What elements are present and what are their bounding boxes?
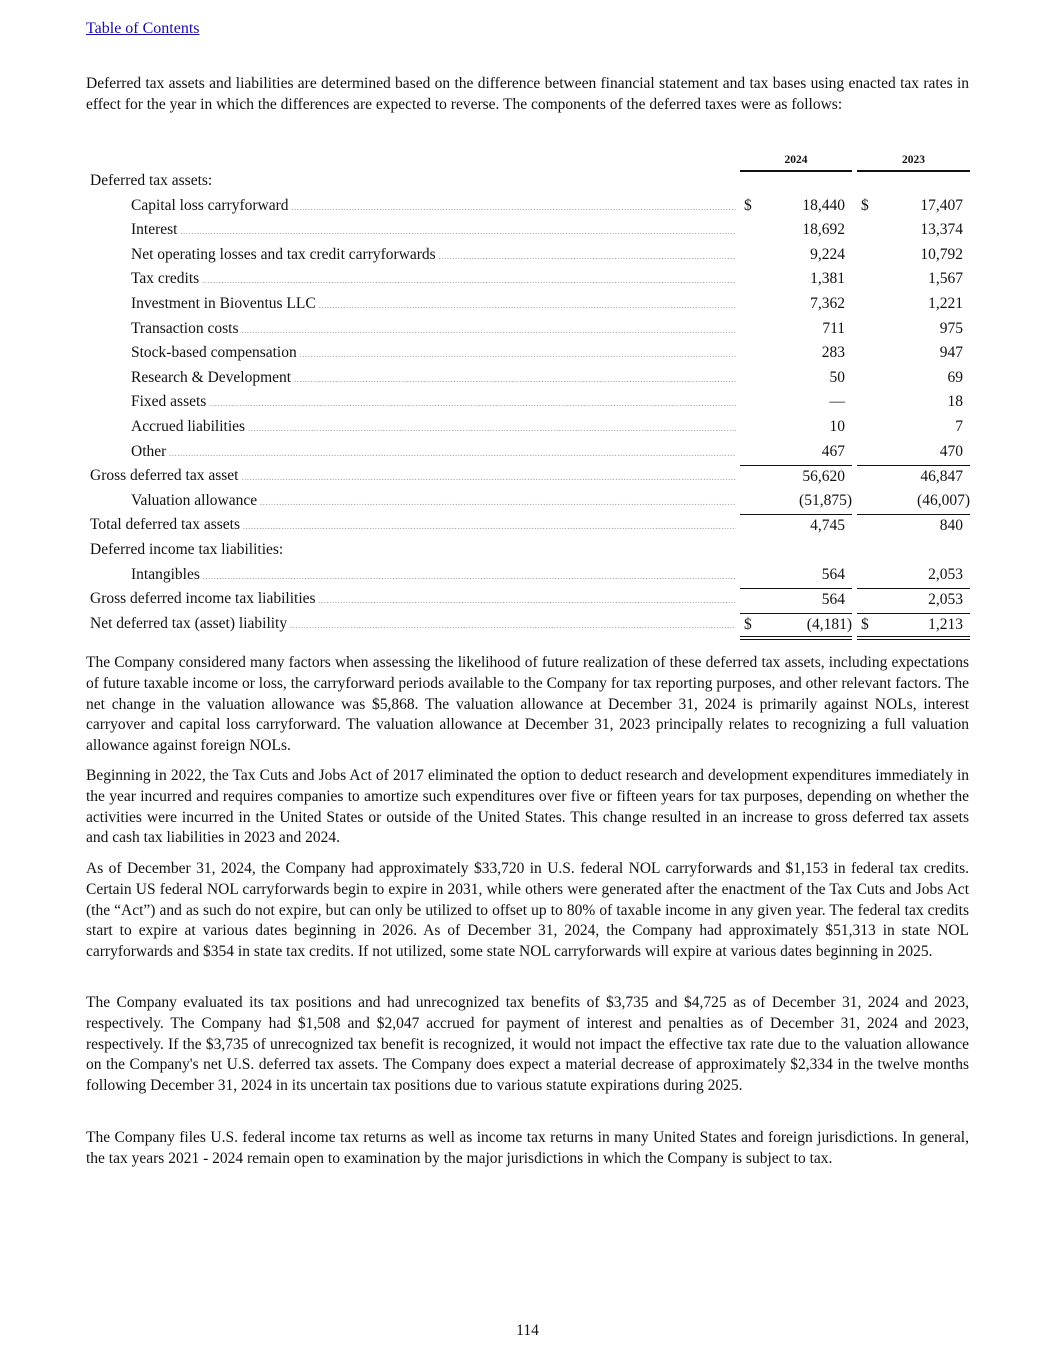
value-2024: —	[829, 393, 845, 411]
table-row	[86, 367, 970, 392]
value-2023-cell	[857, 367, 970, 389]
table-row	[86, 539, 970, 564]
row-label: Investment in Bioventus LLC .....	[131, 295, 736, 313]
currency-symbol: $	[744, 615, 752, 633]
table-row	[86, 293, 970, 318]
table-of-contents-link[interactable]: Table of Contents	[86, 20, 200, 37]
value-2023: 69	[947, 368, 963, 386]
table-row	[86, 342, 970, 367]
paragraph-unrecognized-tax-benefits: The Company evaluated its tax positions and had unrecognized tax benefits of $3,735 and $4,725 as of December 31, 2024 and 2023, respectively. The Company had $1,508 and $2,047 accrued for payment of interest and penalties as of December 31, 2024 and 2023, respectively. If the $3,735 of unrecognized tax benefit is recognized, it would not impact the effective tax rate due to the valuation allowance on the Company's net U.S. deferred tax assets. The Company does expect a material decrease of approximately $2,334 in the twelve months following December 31, 2024 in its uncertain tax positions due to various statute expirations during 2025.	[86, 994, 969, 1095]
value-2023-cell	[857, 613, 970, 640]
value-2023: 1,213	[928, 615, 963, 633]
row-label: Net deferred tax (asset) liability .....	[90, 615, 736, 633]
row-label: Stock-based compensation .....	[131, 344, 736, 362]
value-2024-cell	[740, 293, 852, 315]
value-2024-cell	[740, 391, 852, 413]
value-2023-cell	[857, 293, 970, 315]
value-2023-cell	[857, 268, 970, 290]
table-row	[86, 268, 970, 293]
value-2023-cell	[857, 564, 970, 586]
value-2024: 564	[821, 565, 845, 583]
value-2024-cell	[740, 244, 852, 266]
row-label: Total deferred tax assets .....	[90, 516, 736, 534]
table-row	[86, 441, 970, 466]
row-label: Valuation allowance .....	[131, 492, 736, 510]
row-label: Tax credits .....	[131, 270, 736, 288]
deferred-tax-table	[86, 148, 970, 637]
value-2024: 18,440	[802, 196, 845, 214]
table-header	[86, 148, 970, 170]
value-2024-cell	[740, 219, 852, 241]
value-2024-cell	[740, 342, 852, 364]
paragraph-nol-carryforwards: As of December 31, 2024, the Company had approximately $33,720 in U.S. federal NOL carryforwards and $1,153 in federal tax credits. Certain US federal NOL carryforwards begin to expire in 2031, while others were generated after the enactment of the Tax Cuts and Jobs Act (the “Act”) and as such do not expire, but can only be utilized to offset up to 80% of taxable income in any given year. The federal tax credits start to expire at various dates beginning in 2026. As of December 31, 2024, the Company had approximately $51,313 in state NOL carryforwards and $354 in state tax credits. If not utilized, some state NOL carryforwards will expire at various dates beginning in 2025.	[86, 860, 969, 961]
value-2023-cell	[857, 170, 970, 192]
value-2024-cell	[740, 490, 852, 512]
table-row	[86, 244, 970, 269]
value-2023-cell	[857, 391, 970, 413]
value-2023: 13,374	[920, 221, 963, 239]
value-2023-cell	[857, 588, 970, 611]
value-2023: 470	[939, 442, 963, 460]
value-2023: 2,053	[928, 565, 963, 583]
intro-paragraph: Deferred tax assets and liabilities are determined based on the difference between financial statement and tax bases using enacted tax rates in effect for the year in which the differences are expected to reverse. The components of the deferred taxes were as follows:	[86, 75, 969, 113]
value-2023: 17,407	[920, 196, 963, 214]
table-row	[86, 170, 970, 195]
currency-symbol: $	[861, 615, 869, 633]
paragraph-tax-returns: The Company files U.S. federal income tax returns as well as income tax returns in many United States and foreign jurisdictions. In general, the tax years 2021 - 2024 remain open to examination by the major jurisdictions in which the Company is subject to tax.	[86, 1129, 969, 1167]
table-row	[86, 465, 970, 490]
value-2023-cell	[857, 244, 970, 266]
table-row	[86, 318, 970, 343]
value-2024: 10	[829, 417, 845, 435]
row-label: Gross deferred income tax liabilities .....	[90, 590, 736, 608]
value-2023-cell	[857, 219, 970, 241]
value-2023-cell	[857, 490, 970, 512]
value-2023-cell	[857, 539, 970, 561]
table-row	[86, 391, 970, 416]
paragraph-valuation-allowance: The Company considered many factors when assessing the likelihood of future realization of these deferred tax assets, including expectations of future taxable income or loss, the carryforward periods available to the Company for tax reporting purposes, and other relevant factors. The net change in the valuation allowance was $5,868. The valuation allowance at December 31, 2024 is primarily against NOLs, interest carryover and capital loss carryforward. The valuation allowance at December 31, 2023 principally relates to recognizing a full valuation allowance against foreign NOLs.	[86, 654, 969, 755]
row-label: Research & Development .....	[131, 369, 736, 387]
row-label: Transaction costs .....	[131, 320, 736, 338]
row-label: Intangibles .....	[131, 566, 736, 584]
value-2024: (51,875)	[799, 491, 852, 509]
column-header-2024: 2024	[740, 154, 852, 172]
table-row	[86, 588, 970, 613]
value-2024-cell	[740, 465, 852, 488]
value-2024-cell	[740, 441, 852, 463]
value-2023: (46,007)	[917, 491, 970, 509]
page-number: 114	[516, 1322, 539, 1339]
value-2023: 975	[939, 319, 963, 337]
row-label: Interest .....	[131, 221, 736, 239]
value-2023-cell	[857, 441, 970, 463]
value-2024: 18,692	[802, 221, 845, 239]
value-2024-cell	[740, 539, 852, 561]
table-row	[86, 613, 970, 638]
value-2024-cell	[740, 588, 852, 611]
value-2024-cell	[740, 564, 852, 586]
value-2023: 840	[939, 517, 963, 535]
table-body	[86, 170, 970, 637]
table-row	[86, 416, 970, 441]
value-2023-cell	[857, 416, 970, 438]
table-row	[86, 219, 970, 244]
table-row	[86, 514, 970, 539]
value-2024: 56,620	[802, 468, 845, 486]
value-2024: 4,745	[810, 517, 845, 535]
paragraph-tax-cuts-jobs-act: Beginning in 2022, the Tax Cuts and Jobs Act of 2017 eliminated the option to deduct research and development expenditures immediately in the year incurred and requires companies to amortize such expenditures over five or fifteen years for tax purposes, depending on whether the activities were incurred in the United States or outside of the United States. This change resulted in an increase to gross deferred tax assets and cash tax liabilities in 2023 and 2024.	[86, 767, 969, 847]
row-label: Gross deferred tax asset .....	[90, 467, 736, 485]
value-2023: 46,847	[920, 468, 963, 486]
value-2024-cell	[740, 170, 852, 192]
value-2023-cell	[857, 514, 970, 537]
value-2024: 564	[821, 591, 845, 609]
value-2024: 467	[821, 442, 845, 460]
value-2023-cell	[857, 318, 970, 340]
value-2024: 9,224	[810, 245, 845, 263]
value-2023: 10,792	[920, 245, 963, 263]
value-2024: 711	[822, 319, 845, 337]
currency-symbol: $	[744, 196, 752, 214]
table-row	[86, 195, 970, 220]
value-2023: 1,567	[928, 270, 963, 288]
table-row	[86, 564, 970, 589]
table-row	[86, 490, 970, 515]
value-2024-cell	[740, 613, 852, 640]
row-label: Net operating losses and tax credit carryforwards .....	[131, 246, 736, 264]
value-2024: (4,181)	[806, 615, 852, 633]
row-label: Other .....	[131, 443, 736, 461]
value-2024-cell	[740, 195, 852, 217]
value-2023: 7	[955, 417, 963, 435]
value-2024-cell	[740, 268, 852, 290]
value-2023: 18	[947, 393, 963, 411]
value-2024: 50	[829, 368, 845, 386]
currency-symbol: $	[861, 196, 869, 214]
value-2024-cell	[740, 367, 852, 389]
value-2023-cell	[857, 195, 970, 217]
column-header-2023: 2023	[857, 154, 970, 172]
value-2024: 1,381	[810, 270, 845, 288]
row-label: Deferred income tax liabilities:	[90, 540, 284, 558]
value-2024: 7,362	[810, 294, 845, 312]
value-2023-cell	[857, 342, 970, 364]
value-2024-cell	[740, 416, 852, 438]
value-2023: 2,053	[928, 591, 963, 609]
value-2023: 947	[939, 344, 963, 362]
row-label: Capital loss carryforward .....	[131, 197, 736, 215]
row-label: Accrued liabilities .....	[131, 418, 736, 436]
value-2023: 1,221	[928, 294, 963, 312]
value-2024-cell	[740, 514, 852, 537]
row-label: Fixed assets .....	[131, 393, 736, 411]
value-2023-cell	[857, 465, 970, 488]
value-2024-cell	[740, 318, 852, 340]
value-2024: 283	[821, 344, 845, 362]
row-label: Deferred tax assets:	[90, 172, 213, 189]
